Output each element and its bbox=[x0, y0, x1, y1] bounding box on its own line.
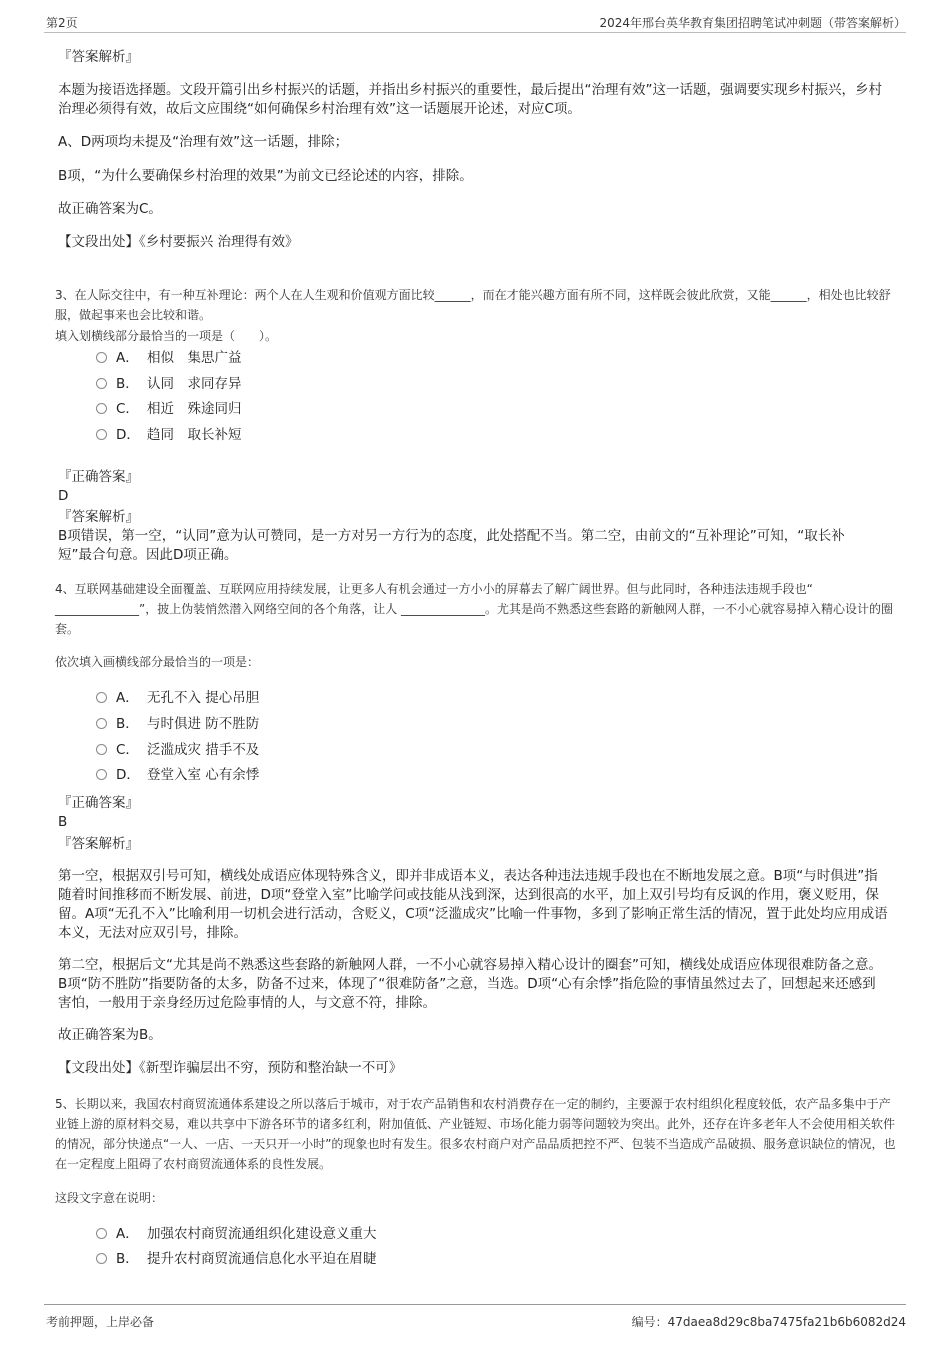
answer-conclusion: 故正确答案为B。 bbox=[58, 1027, 162, 1043]
radio-icon[interactable] bbox=[96, 1228, 107, 1239]
radio-icon[interactable] bbox=[96, 352, 107, 363]
radio-icon[interactable] bbox=[96, 718, 107, 729]
option-c[interactable]: C． 泛滥成灾 措手不及 bbox=[96, 740, 259, 760]
radio-icon[interactable] bbox=[96, 1253, 107, 1264]
radio-icon[interactable] bbox=[96, 692, 107, 703]
question-prompt: 填入划横线部分最恰当的一项是（ ）。 bbox=[55, 329, 278, 343]
analysis-label: 『答案解析』 bbox=[58, 509, 139, 525]
correct-answer-label: 『正确答案』 bbox=[58, 795, 139, 811]
analysis-paragraph: A、D两项均未提及“治理有效”这一话题，排除； bbox=[58, 134, 349, 150]
option-b[interactable]: B． 认同 求同存异 bbox=[96, 374, 242, 394]
radio-icon[interactable] bbox=[96, 744, 107, 755]
radio-icon[interactable] bbox=[96, 403, 107, 414]
option-d[interactable]: D． 登堂入室 心有余悸 bbox=[96, 765, 259, 785]
analysis-paragraph: B项，“为什么要确保乡村治理的效果”为前文已经论述的内容，排除。 bbox=[58, 168, 473, 184]
source-citation: 【文段出处】《乡村要振兴 治理得有效》 bbox=[58, 234, 299, 250]
question-stem: 3、在人际交往中，有一种互补理论：两个人在人生观和价值观方面比较______，而在才能兴趣方面有所不同，这样既会彼此欣赏，又能______，相处也比较舒服，做起事来也会比较和谐。 bbox=[55, 288, 891, 322]
page-number: 第2页 bbox=[46, 16, 78, 30]
question-stem: 4、互联网基础建设全面覆盖、互联网应用持续发展，让更多人有机会通过一方小小的屏幕去了解广阔世界。但与此同时，各种违法违规手段也“ ______________”，披上伪装悄然潜入网络空间的各个角落，让人 ______________。尤其是尚不熟悉这些套路的新触网人群，一不小心就容易掉入精心设计的圈套。 bbox=[55, 582, 894, 636]
page-header bbox=[44, 12, 906, 33]
option-a[interactable]: A． 加强农村商贸流通组织化建设意义重大 bbox=[96, 1224, 377, 1244]
radio-icon[interactable] bbox=[96, 429, 107, 440]
option-a[interactable]: A． 无孔不入 提心吊胆 bbox=[96, 688, 259, 708]
document-id: 编号：47daea8d29c8ba7475fa21b6b6082d24 bbox=[631, 1315, 906, 1329]
analysis-label: 『答案解析』 bbox=[58, 836, 139, 852]
radio-icon[interactable] bbox=[96, 378, 107, 389]
analysis-label: 『答案解析』 bbox=[58, 49, 139, 65]
question-prompt: 依次填入画横线部分最恰当的一项是： bbox=[55, 655, 260, 669]
footer-slogan: 考前押题，上岸必备 bbox=[46, 1315, 155, 1329]
source-citation: 【文段出处】《新型诈骗层出不穷，预防和整治缺一不可》 bbox=[58, 1060, 403, 1076]
radio-icon[interactable] bbox=[96, 769, 107, 780]
analysis-paragraph: B项错误，第一空，“认同”意为认可赞同，是一方对另一方行为的态度，此处搭配不当。第二空，由前文的“互补理论”可知，“取长补短”最合句意。因此D项正确。 bbox=[58, 528, 845, 563]
analysis-paragraph: 本题为接语选择题。文段开篇引出乡村振兴的话题，并指出乡村振兴的重要性，最后提出“治理有效”这一话题，强调要实现乡村振兴，乡村治理必须得有效，故后文应围绕“如何确保乡村治理有效”这一话题展开论述，对应C项。 bbox=[58, 82, 882, 117]
option-b[interactable]: B． 提升农村商贸流通信息化水平迫在眉睫 bbox=[96, 1249, 377, 1269]
option-b[interactable]: B． 与时俱进 防不胜防 bbox=[96, 714, 259, 734]
correct-answer-label: 『正确答案』 bbox=[58, 469, 139, 485]
correct-answer: D bbox=[58, 488, 69, 504]
option-a[interactable]: A． 相似 集思广益 bbox=[96, 348, 242, 368]
option-c[interactable]: C． 相近 殊途同归 bbox=[96, 399, 242, 419]
page-footer bbox=[44, 1304, 906, 1327]
question-stem: 5、长期以来，我国农村商贸流通体系建设之所以落后于城市，对于农产品销售和农村消费存在一定的制约，主要源于农村组织化程度较低，农产品多集中于产业链上游的原材料交易，难以共享中下游各环节的诸多红利，附加值低、产业链短、市场化能力弱等问题较为突出。此外，还存在许多老年人不会使用相关软件的情况，部分快递点“一人、一店、一天只开一小时”的现象也时有发生。很多农村商户对产品品质把控不严、包装不当造成产品破损、服务意识缺位的情况，也在一定程度上阻碍了农村商贸流通体系的良性发展。 bbox=[55, 1097, 896, 1171]
answer-conclusion: 故正确答案为C。 bbox=[58, 201, 162, 217]
analysis-paragraph: 第二空，根据后文“尤其是尚不熟悉这些套路的新触网人群，一不小心就容易掉入精心设计的圈套”可知，横线处成语应体现很难防备之意。B项“防不胜防”指要防备的太多，防备不过来，体现了“很难防备”之意，当选。D项“心有余悸”指危险的事情虽然过去了，回想起来还感到害怕，一般用于亲身经历过危险事情的人，与文意不符，排除。 bbox=[58, 957, 882, 1011]
correct-answer: B bbox=[58, 814, 68, 830]
question-prompt: 这段文字意在说明： bbox=[55, 1191, 164, 1205]
analysis-paragraph: 第一空，根据双引号可知，横线处成语应体现特殊含义，即并非成语本义，表达各种违法违规手段也在不断地发展之意。B项“与时俱进”指随着时间推移而不断发展、前进，D项“登堂入室”比喻学问或技能从浅到深，达到很高的水平，加上双引号均有反讽的作用，褒义贬用，保留。A项“无孔不入”比喻利用一切机会进行活动，含贬义，C项“泛滥成灾”比喻一件事物，多到了影响正常生活的情况，置于此处均应用成语本义，无法对应双引号，排除。 bbox=[58, 868, 888, 941]
document-title: 2024年邢台英华教育集团招聘笔试冲刺题（带答案解析） bbox=[599, 16, 906, 30]
option-d[interactable]: D． 趋同 取长补短 bbox=[96, 425, 242, 445]
